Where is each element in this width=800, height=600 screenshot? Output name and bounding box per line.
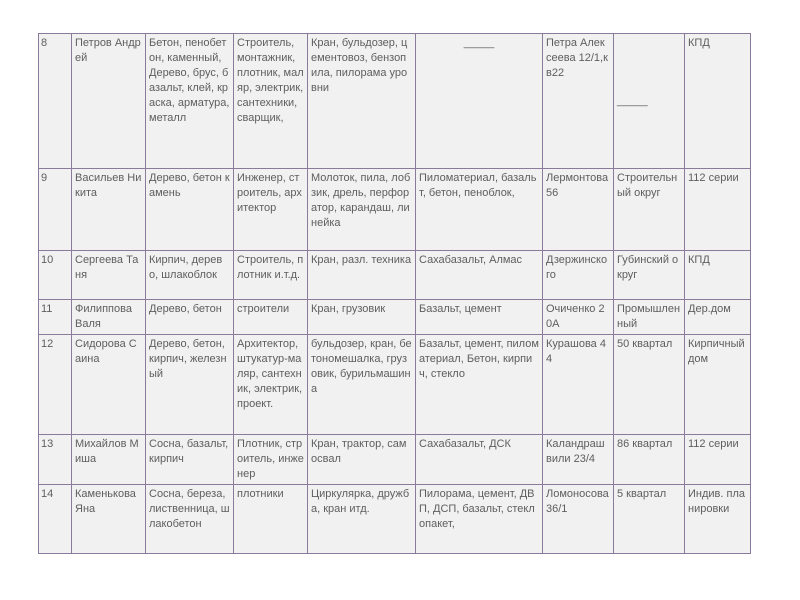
producers-cell: Пилорама, цемент, ДВП, ДСП, базальт, стеклопакет, (416, 485, 543, 554)
address-cell: Курашова 44 (543, 335, 614, 435)
house-type-cell: 112 серии (685, 169, 751, 251)
table-row (39, 300, 751, 335)
house-type-cell: КПД (685, 251, 751, 300)
professions-cell: строители (234, 300, 308, 335)
row-number: 10 (39, 251, 72, 300)
address-cell: Лермонтова 56 (543, 169, 614, 251)
equipment-cell: Кран, бульдозер, цементовоз, бензопила, пилорама уровни (308, 34, 416, 169)
house-type-cell: Кирпичный дом (685, 335, 751, 435)
professions-cell: Инженер, строитель, архитектор (234, 169, 308, 251)
student-name: Васильев Никита (72, 169, 146, 251)
professions-cell: Плотник, строитель, инженер (234, 435, 308, 485)
district-cell: Губинский округ (614, 251, 685, 300)
materials-cell: Сосна, береза, лиственница, шлакобетон (146, 485, 234, 554)
table-row (39, 435, 751, 485)
materials-cell: Сосна, базальт, кирпич (146, 435, 234, 485)
student-name: Филиппова Валя (72, 300, 146, 335)
district-cell: Промышленный (614, 300, 685, 335)
equipment-cell: Кран, трактор, самосвал (308, 435, 416, 485)
address-cell: Ломоносова 36/1 (543, 485, 614, 554)
row-number: 13 (39, 435, 72, 485)
district-cell: Строительный округ (614, 169, 685, 251)
producers-cell: Сахабазальт, ДСК (416, 435, 543, 485)
materials-cell: Дерево, бетон, кирпич, железный (146, 335, 234, 435)
professions-cell: плотники (234, 485, 308, 554)
student-name: Михайлов Миша (72, 435, 146, 485)
equipment-cell: Кран, разл. техника (308, 251, 416, 300)
materials-cell: Дерево, бетон (146, 300, 234, 335)
table-row (39, 251, 751, 300)
data-table-container (38, 33, 751, 554)
address-cell: Очиченко 20А (543, 300, 614, 335)
table-row (39, 34, 751, 169)
equipment-cell: Циркулярка, дружба, кран итд. (308, 485, 416, 554)
professions-cell: Архитектор, штукатур-маляр, сантехник, электрик, проект. (234, 335, 308, 435)
house-type-cell: 112 серии (685, 435, 751, 485)
row-number: 11 (39, 300, 72, 335)
materials-cell: Кирпич, дерево, шлакоблок (146, 251, 234, 300)
student-name: Каменькова Яна (72, 485, 146, 554)
materials-cell: Дерево, бетон камень (146, 169, 234, 251)
district-cell: 50 квартал (614, 335, 685, 435)
student-name: Петров Андрей (72, 34, 146, 169)
professions-cell: Строитель, монтажник, плотник, маляр, электрик, сантехники, сварщик, (234, 34, 308, 169)
row-number: 8 (39, 34, 72, 169)
equipment-cell: Молоток, пила, лобзик, дрель, перфоратор, карандаш, линейка (308, 169, 416, 251)
student-name: Сидорова Саина (72, 335, 146, 435)
professions-cell: Строитель, плотник и.т.д. (234, 251, 308, 300)
materials-cell: Бетон, пенобетон, каменный, Дерево, брус, базальт, клей, краска, арматура, металл (146, 34, 234, 169)
survey-table (38, 33, 751, 554)
producers-cell: Базальт, цемент (416, 300, 543, 335)
address-cell: Каландрашвили 23/4 (543, 435, 614, 485)
district-cell: 5 квартал (614, 485, 685, 554)
table-row (39, 169, 751, 251)
student-name: Сергеева Таня (72, 251, 146, 300)
producers-cell: _____ (416, 34, 543, 169)
table-row (39, 485, 751, 554)
table-row (39, 335, 751, 435)
row-number: 12 (39, 335, 72, 435)
producers-cell: Пиломатериал, базальт, бетон, пеноблок, (416, 169, 543, 251)
district-cell: 86 квартал (614, 435, 685, 485)
house-type-cell: Дер.дом (685, 300, 751, 335)
equipment-cell: бульдозер, кран, бетономешалка, грузовик, бурильмашина (308, 335, 416, 435)
row-number: 9 (39, 169, 72, 251)
district-cell: _____ (614, 34, 685, 169)
house-type-cell: КПД (685, 34, 751, 169)
equipment-cell: Кран, грузовик (308, 300, 416, 335)
row-number: 14 (39, 485, 72, 554)
producers-cell: Сахабазальт, Алмас (416, 251, 543, 300)
address-cell: Петра Алексеева 12/1,кв22 (543, 34, 614, 169)
producers-cell: Базальт, цемент, пиломатериал, Бетон, кирпич, стекло (416, 335, 543, 435)
address-cell: Дзержинского (543, 251, 614, 300)
house-type-cell: Индив. планировки (685, 485, 751, 554)
